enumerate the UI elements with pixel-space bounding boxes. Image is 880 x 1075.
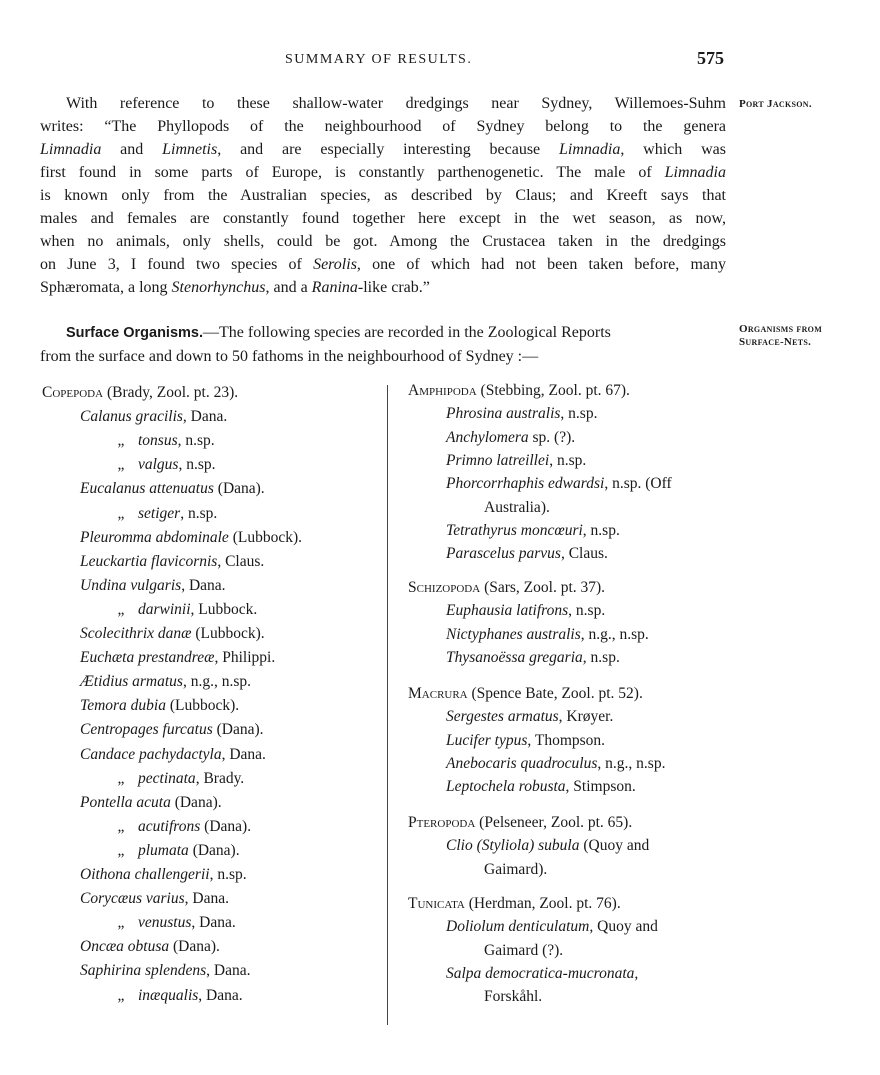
- group-heading-copepoda: [42, 382, 238, 404]
- species-authority: (Quoy and: [579, 837, 650, 855]
- species-name: Phrosina australis: [446, 405, 561, 423]
- species-authority: (Dana).: [188, 841, 240, 859]
- paragraph-surface-text1: —The following species are recorded in the Zoological Reports: [203, 324, 611, 341]
- group-heading-pteropoda: [408, 812, 632, 834]
- species-entry: [80, 888, 229, 910]
- species-authority: (Lubbock).: [228, 528, 302, 546]
- ditto-mark: „: [117, 986, 125, 1004]
- species-authority: , n.sp.: [549, 451, 587, 469]
- species-entry: [446, 753, 665, 775]
- species-name: venustus: [138, 914, 192, 932]
- genus-name: Limnadia: [40, 141, 102, 158]
- species-authority: , Stimpson.: [565, 778, 636, 796]
- species-entry: [446, 403, 597, 425]
- species-authority: , n.sp.: [560, 405, 598, 423]
- margin-note-organisms: [739, 323, 822, 349]
- species-authority: , n.sp.: [180, 504, 218, 522]
- species-authority: , Dana.: [182, 408, 228, 426]
- species-entry: [446, 730, 605, 752]
- species-entry: [104, 599, 257, 621]
- species-entry: [80, 960, 250, 982]
- species-name: Primno latreillei: [446, 451, 550, 469]
- species-entry: [446, 647, 620, 669]
- species-entry: [104, 912, 236, 934]
- species-name: pectinata: [138, 769, 196, 787]
- paragraph-line: when no animals, only shells, could be got. Among the Crustacea taken in the dredgings: [40, 233, 726, 250]
- section-heading-surface-organisms: Surface Organisms.: [66, 325, 203, 341]
- paragraph-line: first found in some parts of Europe, is constantly parthenogenetic. The male of Limnadia: [40, 164, 726, 181]
- paragraph-line: writes: “The Phyllopods of the neighbourhood of Sydney belong to the genera: [40, 118, 726, 135]
- species-name: setiger: [138, 504, 181, 522]
- species-authority: , Thompson.: [527, 731, 606, 749]
- species-entry: [80, 792, 222, 814]
- species-authority: (Dana).: [169, 938, 220, 956]
- group-reference: (Sars, Zool. pt. 37).: [480, 579, 606, 596]
- species-name: Undina vulgaris: [80, 576, 182, 594]
- species-name: acutifrons: [138, 817, 201, 835]
- paragraph-surface-line1: [40, 321, 726, 345]
- species-name: Centropages furcatus: [80, 721, 213, 739]
- species-entry: [80, 647, 275, 669]
- species-name: Anchylomera: [446, 428, 529, 446]
- species-entry: [446, 450, 586, 472]
- ditto-mark: „: [117, 504, 125, 522]
- species-name: Leptochela robusta: [446, 778, 566, 796]
- species-entry: [80, 623, 265, 645]
- species-name: plumata: [138, 841, 189, 859]
- genus-name: Ranina: [311, 279, 358, 296]
- species-authority: , n.sp.: [178, 456, 216, 474]
- species-entry: [80, 936, 220, 958]
- species-name: Scolecithrix danæ: [80, 625, 192, 642]
- species-name: Leuckartia flavicornis: [80, 552, 218, 570]
- species-name: Nictyphanes australis: [446, 625, 581, 643]
- species-name: Oithona challengerii: [80, 866, 210, 883]
- group-name: Macrura: [408, 685, 468, 702]
- species-entry: [446, 473, 672, 495]
- group-name: Pteropoda: [408, 814, 476, 831]
- species-entry: [446, 916, 658, 938]
- species-authority: Quoy and: [593, 918, 658, 936]
- species-name: Corycæus varius: [80, 890, 185, 908]
- species-authority: , n.sp.: [582, 648, 620, 666]
- group-heading-macrura: [408, 683, 643, 705]
- ditto-mark: „: [117, 817, 125, 835]
- species-entry: [80, 719, 264, 741]
- species-entry: [104, 454, 216, 476]
- species-entry: [104, 430, 215, 452]
- species-entry: [104, 985, 243, 1007]
- species-entry: [80, 551, 264, 573]
- species-authority: , n.g., n.sp.: [597, 754, 666, 772]
- species-entry: [104, 768, 244, 790]
- species-name: tonsus: [138, 432, 178, 450]
- species-name: Oncæa obtusa: [80, 938, 170, 956]
- ditto-mark: „: [117, 769, 125, 787]
- genus-name: Serolis: [313, 256, 357, 273]
- species-entry: [446, 624, 649, 646]
- species-entry: [104, 840, 240, 862]
- species-authority: , Dana.: [206, 962, 251, 980]
- group-name: Schizopoda: [408, 579, 481, 596]
- species-authority: , Dana.: [221, 745, 266, 763]
- species-authority: , Philippi.: [214, 649, 276, 667]
- group-reference: (Stebbing, Zool. pt. 67).: [476, 382, 630, 399]
- paragraph-line: Limnadia and Limnetis, and are especially interesting because Limnadia, which was: [40, 141, 726, 158]
- species-entry-continued: Forskåhl.: [484, 988, 543, 1006]
- species-name: inæqualis: [138, 986, 199, 1004]
- column-divider: [387, 385, 388, 1025]
- group-heading-tunicata: [408, 893, 621, 915]
- species-name: valgus: [138, 456, 179, 474]
- group-heading-schizopoda: [408, 577, 605, 599]
- species-entry-continued: Gaimard).: [484, 860, 548, 878]
- species-entry: [446, 520, 620, 542]
- ditto-mark: „: [117, 600, 125, 618]
- species-name: Temora dubia: [80, 697, 166, 715]
- group-name: Tunicata: [408, 895, 465, 912]
- species-authority: , n.g., n.sp.: [580, 625, 649, 643]
- species-name: Pleuromma abdominale: [80, 528, 229, 546]
- paragraph-line: Sphæromata, a long Stenorhynchus, and a Ranina-like crab.”: [40, 279, 430, 296]
- species-authority: , n.sp.: [582, 521, 620, 539]
- ditto-mark: „: [117, 841, 125, 859]
- species-name: Salpa democratica-mucronata,: [446, 964, 639, 982]
- species-name: Saphirina splendens: [80, 962, 207, 980]
- species-entry: [80, 478, 265, 500]
- paragraph-line: on June 3, I found two species of Serolis, one of which had not been taken before, many: [40, 256, 726, 273]
- species-entry: [104, 503, 217, 525]
- ditto-mark: „: [117, 914, 125, 932]
- species-name: Euchæta prestandreæ: [80, 649, 215, 667]
- species-authority: , n.g., n.sp.: [182, 673, 251, 691]
- species-authority: , Krøyer.: [558, 708, 614, 726]
- group-reference: (Pelseneer, Zool. pt. 65).: [475, 814, 633, 831]
- species-name: Eucalanus attenuatus: [80, 480, 214, 498]
- species-entry-continued: Australia).: [484, 498, 550, 516]
- species-name: Doliolum denticulatum,: [446, 918, 594, 936]
- paragraph-dredgings: [40, 92, 726, 299]
- group-reference: (Herdman, Zool. pt. 76).: [464, 895, 621, 912]
- paragraph-surface-organisms: [40, 321, 726, 368]
- species-authority: (Dana).: [213, 480, 265, 498]
- species-authority: , Claus.: [217, 552, 265, 570]
- species-authority: (Dana).: [200, 817, 252, 835]
- group-name: Amphipoda: [408, 382, 477, 399]
- margin-note-organisms-line1: Organisms from: [739, 323, 823, 335]
- species-name: Candace pachydactyla: [80, 745, 222, 763]
- species-authority: , n.sp.: [568, 602, 606, 620]
- genus-name: Limnadia: [559, 141, 621, 158]
- species-authority: , Dana.: [184, 890, 229, 908]
- species-entry: [446, 543, 608, 565]
- genus-name: Limnetis: [162, 141, 218, 158]
- group-reference: (Spence Bate, Zool. pt. 52).: [467, 685, 643, 702]
- margin-note-port-jackson: Port Jackson.: [739, 98, 812, 110]
- species-entry: [80, 744, 266, 766]
- species-authority: , Claus.: [560, 545, 608, 563]
- species-name: Phorcorrhaphis edwardsi: [446, 475, 605, 493]
- species-entry: [80, 864, 247, 886]
- species-authority: (Lubbock).: [191, 625, 265, 642]
- group-heading-amphipoda: [408, 380, 630, 402]
- paragraph-line: males and females are constantly found together here except in the wet season, as now,: [40, 210, 726, 227]
- species-entry: [446, 427, 575, 449]
- species-name: Clio (Styliola) subula: [446, 837, 580, 855]
- species-authority: , Dana.: [191, 914, 236, 932]
- species-authority: (Dana).: [170, 793, 222, 811]
- margin-note-organisms-line2: Surface-Nets.: [739, 336, 812, 348]
- species-authority: , Lubbock.: [190, 600, 258, 618]
- running-header-title: SUMMARY OF RESULTS.: [285, 52, 473, 67]
- species-name: Thysanoëssa gregaria: [446, 648, 583, 666]
- group-reference: (Brady, Zool. pt. 23).: [103, 384, 239, 401]
- species-entry: [80, 527, 302, 549]
- page-number: 575: [697, 48, 724, 68]
- species-name: Ætidius armatus: [80, 673, 183, 691]
- species-name: Anebocaris quadroculus: [446, 754, 598, 772]
- species-name: darwinii: [138, 600, 191, 618]
- ditto-mark: „: [117, 432, 125, 450]
- genus-name: Stenorhynchus: [171, 279, 266, 296]
- species-entry: [80, 406, 227, 428]
- species-name: Calanus gracilis: [80, 408, 183, 426]
- species-entry: [446, 706, 613, 728]
- species-authority: , Dana.: [181, 576, 226, 594]
- species-entry: [446, 600, 605, 622]
- species-authority: (Dana).: [212, 721, 264, 739]
- species-authority: , Dana.: [198, 986, 243, 1004]
- species-entry: [80, 575, 226, 597]
- species-entry: [446, 835, 649, 857]
- species-authority: , n.sp.: [177, 432, 215, 450]
- species-name: Lucifer typus: [446, 731, 528, 749]
- species-authority: , Brady.: [195, 769, 245, 787]
- species-entry: [104, 816, 251, 838]
- species-entry: [80, 671, 251, 693]
- species-name: Sergestes armatus: [446, 708, 559, 726]
- paragraph-surface-line2: from the surface and down to 50 fathoms in the neighbourhood of Sydney :—: [40, 348, 539, 365]
- group-name: Copepoda: [42, 384, 104, 401]
- species-entry: [446, 776, 636, 798]
- species-name: Parascelus parvus: [446, 545, 561, 563]
- paragraph-line: With reference to these shallow-water dredgings near Sydney, Willemoes-Suhm: [66, 95, 726, 112]
- ditto-mark: „: [117, 456, 125, 474]
- species-entry: [80, 695, 239, 717]
- species-authority: , n.sp. (Off: [604, 475, 672, 493]
- species-name: Tetrathyrus moncœuri: [446, 521, 583, 539]
- species-authority: , n.sp.: [209, 866, 247, 883]
- genus-name: Limnadia: [664, 164, 726, 181]
- species-authority: sp. (?).: [528, 428, 576, 446]
- species-entry-continued: Gaimard (?).: [484, 941, 564, 959]
- species-entry: [446, 963, 638, 985]
- species-name: Pontella acuta: [80, 793, 171, 811]
- species-authority: (Lubbock).: [165, 697, 240, 715]
- paragraph-line: is known only from the Australian species, as described by Claus; and Kreeft says that: [40, 187, 726, 204]
- species-name: Euphausia latifrons: [446, 602, 569, 620]
